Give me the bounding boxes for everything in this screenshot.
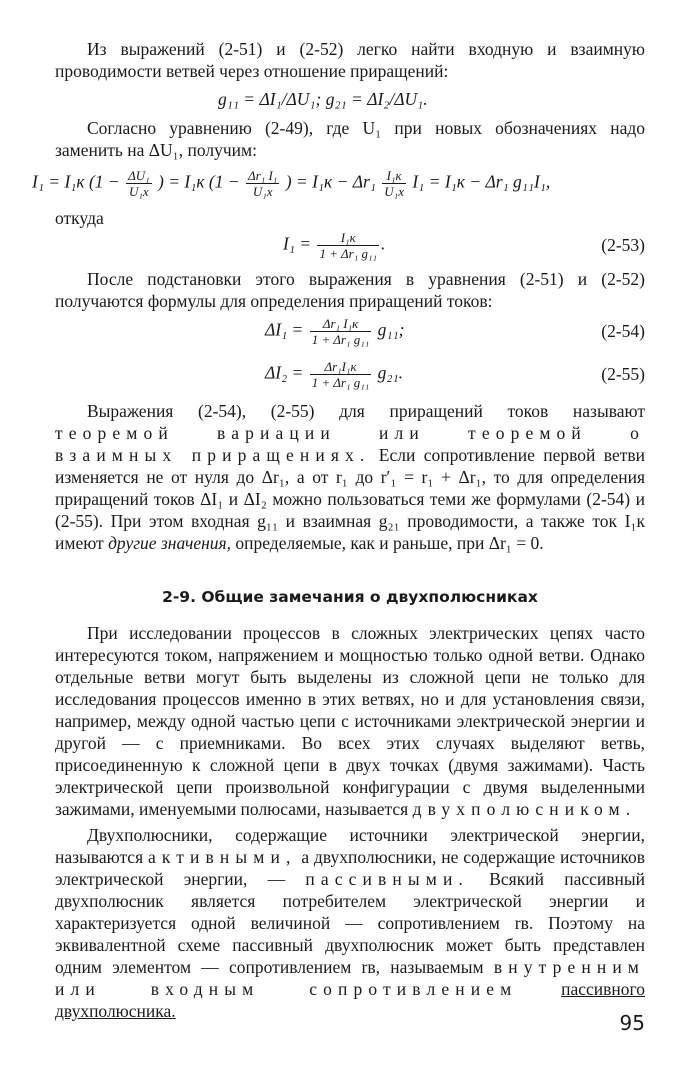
formula-part: ) = I₁к bbox=[158, 171, 205, 192]
formula-end: . bbox=[381, 233, 386, 254]
fraction-2-55 bbox=[310, 359, 372, 390]
italic-phrase: другие значения, bbox=[108, 533, 232, 553]
paragraph-after-substitution: После подстановки этого выражения в уравнения (2-51) и (2-52) получаются формулы для определения приращений токов: bbox=[55, 269, 645, 311]
fraction-numerator: I₁к bbox=[382, 168, 406, 184]
formula-current-long bbox=[32, 168, 550, 199]
text-run: Если сопротивление первой ветви изменяется не от нуля до Δr₁, а от r₁ до r′₁ = r₁ + Δr₁, то для определения приращений токов ΔI₁ и ΔI₂ можно пользоваться теми же формулами (2-54) и (2-55). При этом входная g₁₁ и взаимная g₂₁ проводимости, а также ток I₁к имеют bbox=[55, 445, 645, 553]
paragraph-intro: Из выражений (2-51) и (2-52) легко найти входную и взаимную проводимости ветвей через отношение приращений: bbox=[55, 39, 645, 81]
paragraph-general-remarks bbox=[55, 622, 645, 820]
fraction-denominator: U₁х bbox=[384, 184, 404, 199]
text-run: Всякий пассивный двухполюсник является потребителем электрической энергии и характеризуется одной величиной — сопротивлением rв. Поэтому на эквивалентной схеме пассивный двухполюсник может быть представлен одним элементом — сопротивлением rв, называемым bbox=[55, 869, 645, 977]
formula-end: g₁₁; bbox=[377, 319, 405, 340]
fraction-2-54 bbox=[310, 316, 372, 347]
formula-tail: I₁ = I₁к − Δr₁ g₁₁I₁, bbox=[412, 171, 551, 192]
fraction-numerator: Δr₁ I₁к bbox=[310, 316, 372, 332]
fraction-denominator: 1 + Δr₁ g₁₁ bbox=[319, 246, 378, 261]
fraction-denominator: 1 + Δr₁ g₁₁ bbox=[311, 375, 370, 390]
term-active: активными, bbox=[147, 847, 297, 867]
fraction-denominator: U₁х bbox=[129, 184, 149, 199]
paragraph-variation-theorem bbox=[55, 400, 645, 554]
formula-part: ) = I₁к − Δr₁ bbox=[285, 171, 376, 192]
text-run: Выражения (2-54), (2-55) для приращений токов называют bbox=[87, 401, 645, 421]
term-variation-theorem: теоремой вариации или теоремой о взаимных приращениях. bbox=[55, 423, 645, 465]
text-run: а двухполюсники, не содержащие источников электрической энергии, — bbox=[55, 847, 645, 889]
formula-conductances: g₁₁ = ΔI₁/ΔU₁; g₂₁ = ΔI₂/ΔU₁. bbox=[218, 89, 428, 109]
paragraph-substitution: Согласно уравнению (2-49), где U₁ при новых обозначениях надо заменить на ΔU₁, получим: bbox=[55, 118, 645, 160]
formula-lhs: ΔI₁ = bbox=[265, 319, 304, 340]
word-otkuda: откуда bbox=[55, 208, 104, 228]
fraction-denominator: U₁х bbox=[252, 184, 273, 199]
section-heading: 2-9. Общие замечания о двухполюсниках bbox=[162, 588, 538, 606]
text-run: Двухполюсники, содержащие источники электрической энергии, называются bbox=[55, 825, 645, 867]
text-run: При исследовании процессов в сложных электрических цепях часто интересуются током, напряжением и мощностью только одной ветви. Однако отдельные ветви могут быть выделены из сложной цепи не только для исследования процессов именно в этих ветвях, но и для установления связи, например, между одной частью цепи с источниками электрической энергии и другой — с приемниками. Во всех этих случаях выделяют ветвь, присоединенную к сложной цепи в двух точках (двумя зажимами). Часть электрической цепи произвольной конфигурации с двумя выделенными зажимами, именуемыми полюсами, называется bbox=[55, 623, 645, 819]
formula-lhs: ΔI₂ = bbox=[265, 362, 304, 383]
formula-part: (1 − bbox=[88, 171, 120, 192]
equation-number: (2-53) bbox=[601, 235, 645, 255]
text-run: определяемые, как и раньше, при Δr₁ = 0. bbox=[235, 533, 544, 553]
fraction-dri-ux bbox=[246, 168, 279, 199]
equation-number: (2-55) bbox=[601, 364, 645, 384]
term-internal-resistance: внутренним или входным сопротивлением bbox=[55, 957, 646, 999]
fraction-numerator: ΔU₁ bbox=[128, 168, 150, 183]
fraction-numerator: Δr₁ I₁ bbox=[248, 168, 278, 183]
term-two-terminal: двухполюсником. bbox=[412, 799, 637, 819]
formula-end: g₂₁. bbox=[377, 362, 403, 383]
text-run: пассивного двухполюсника. bbox=[55, 979, 645, 1021]
fraction-2-53 bbox=[317, 230, 379, 261]
paragraph-active-passive bbox=[55, 824, 645, 1022]
term-passive: пассивными. bbox=[305, 869, 469, 889]
formula-lhs: I₁ = I₁к bbox=[32, 171, 85, 192]
fraction-denominator: 1 + Δr₁ g₁₁ bbox=[311, 332, 370, 347]
page-number: 95 bbox=[619, 1011, 645, 1035]
formula-part: (1 − bbox=[208, 171, 240, 192]
equation-number: (2-54) bbox=[601, 321, 645, 341]
fraction-numerator: Δr₁I₁к bbox=[310, 359, 372, 375]
fraction-ik-ux bbox=[382, 168, 406, 199]
fraction-du-ux bbox=[126, 168, 152, 199]
formula-lhs: I₁ = bbox=[283, 233, 312, 254]
fraction-numerator: I₁к bbox=[317, 230, 379, 246]
